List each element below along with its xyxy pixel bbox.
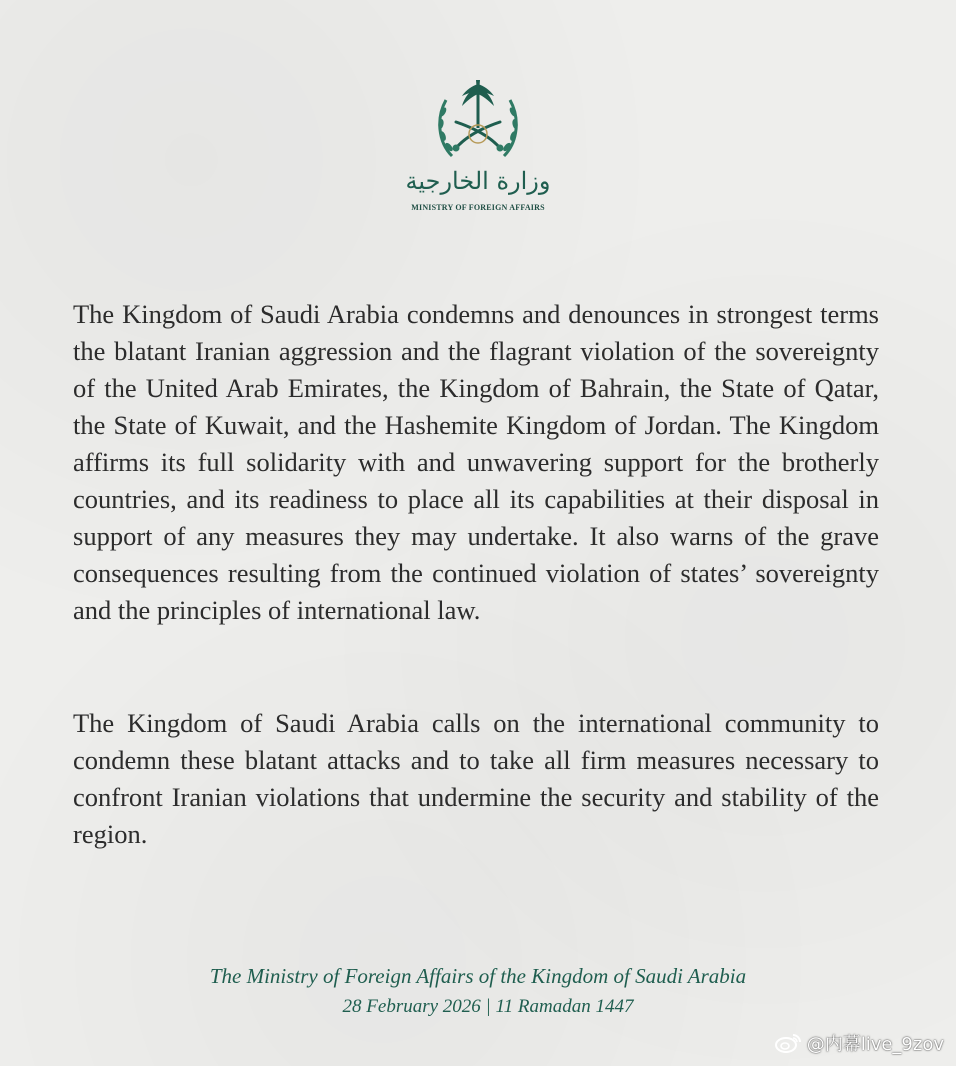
signature-issuer: The Ministry of Foreign Affairs of the Kingdom of Saudi Arabia: [209, 964, 747, 988]
ministry-name-english: MINISTRY OF FOREIGN AFFAIRS: [411, 203, 545, 212]
statement-paragraph-1: The Kingdom of Saudi Arabia condemns and denounces in strongest terms the blatant Iranian aggression and the flagrant violation of the sovereignty of the United Arab Emirates, the Kingdom of Bahrain, the State of Qatar, the State of Kuwait, and the Hashemite Kingdom of Jordan. The Kingdom affirms its full solidarity with and unwavering support for the brotherly countries, and its readiness to place all its capabilities at their disposal in support of any measures they may undertake. It also warns of the grave consequences resulting from the continued violation of states’ sovereignty and the principles of international law.: [73, 299, 879, 625]
palm-swords-emblem-icon: [432, 78, 524, 164]
ministry-name-arabic: وزارة الخارجية: [405, 167, 551, 195]
statement-paragraph-2: The Kingdom of Saudi Arabia calls on the international community to condemn these blatant attacks and to take all firm measures necessary to confront Iranian violations that undermine the security and stability of the region.: [73, 708, 879, 849]
weibo-watermark: [774, 1030, 944, 1056]
ministry-emblem: [398, 78, 558, 220]
watermark-text: @内幕live_9zov: [806, 1034, 944, 1055]
weibo-logo-icon: [774, 1032, 802, 1054]
signature-date: 28 February 2026 | 11 Ramadan 1447: [342, 996, 634, 1017]
